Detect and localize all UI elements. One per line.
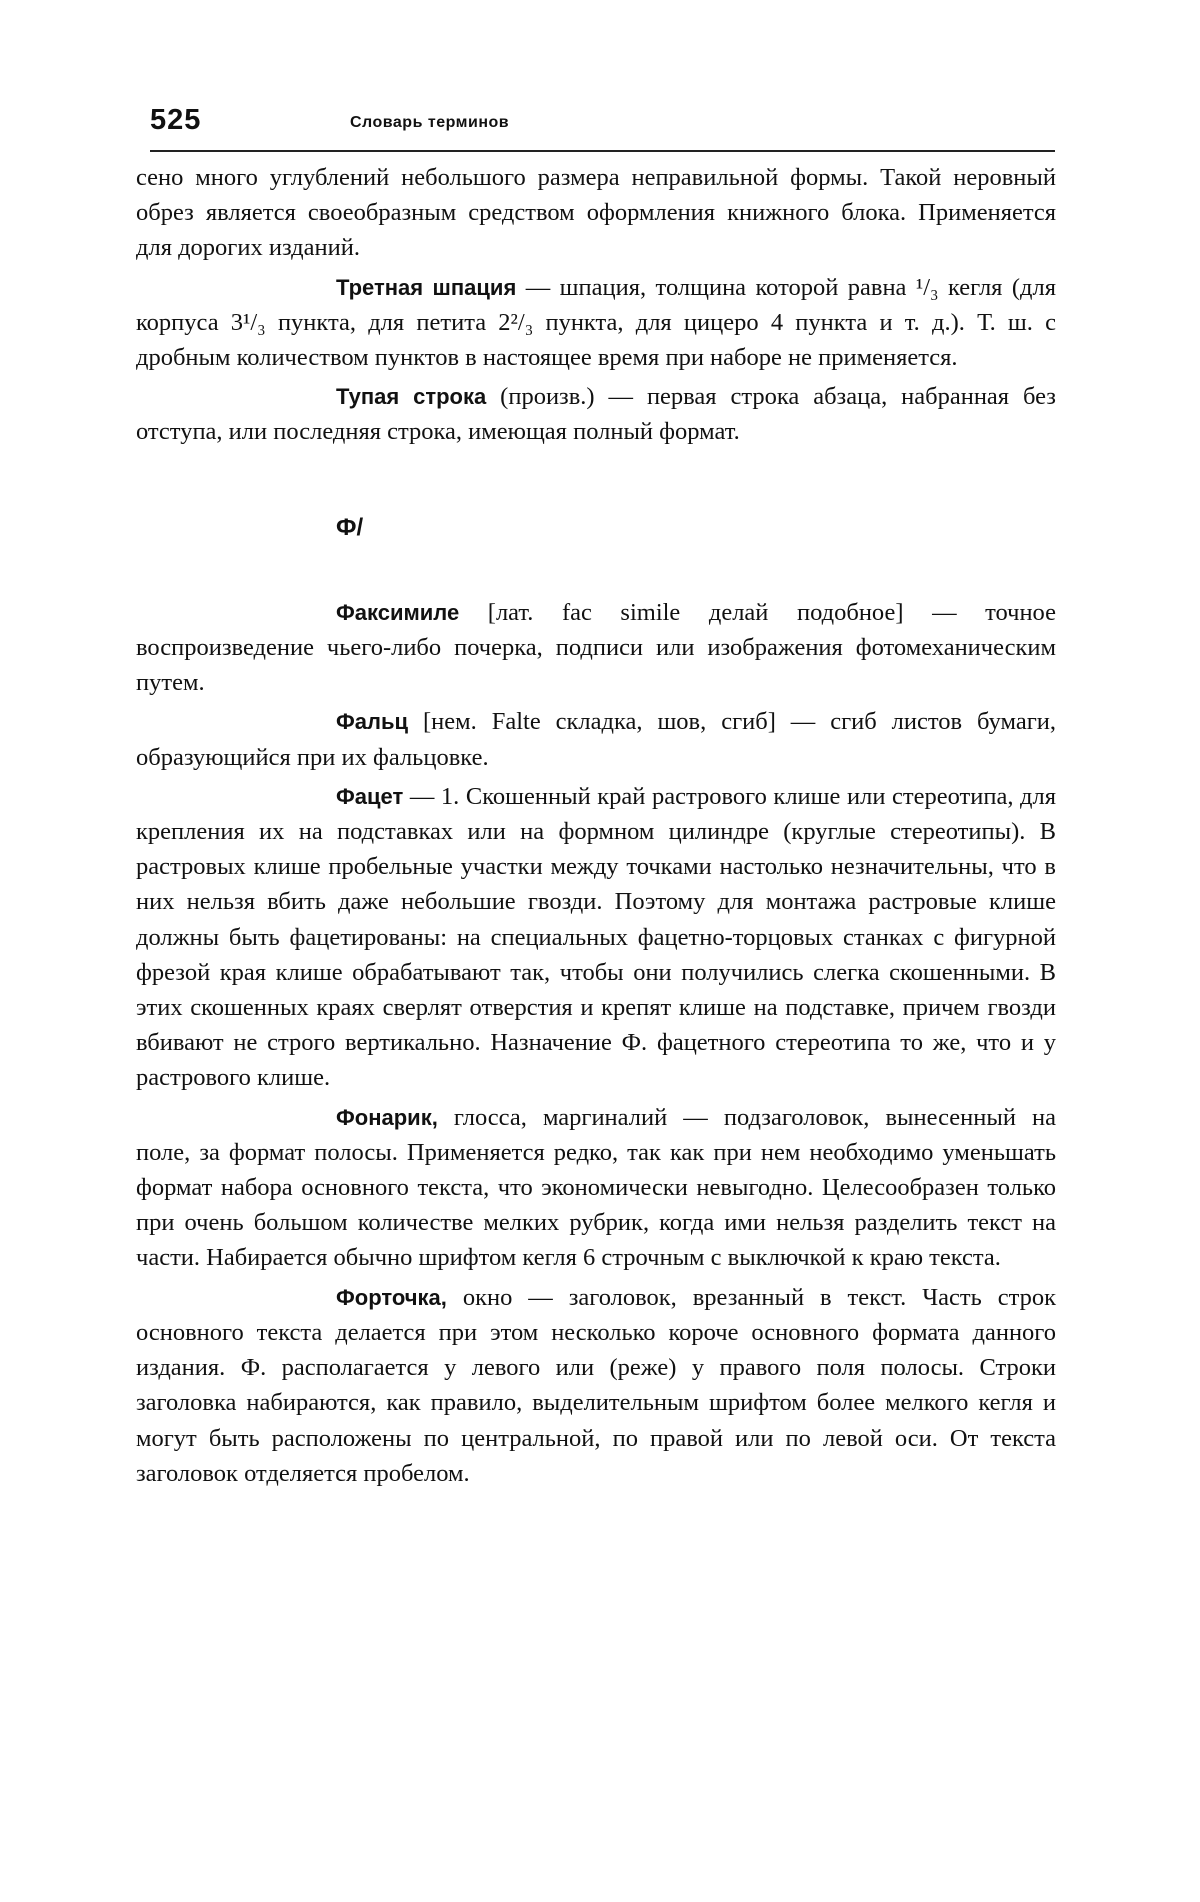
entry-falts bbox=[136, 704, 1056, 774]
entry-fatset bbox=[136, 779, 1056, 1096]
page-body bbox=[136, 160, 1056, 1491]
entry-fortochka bbox=[136, 1280, 1056, 1491]
header-rule bbox=[150, 150, 1055, 152]
entry-tretnaya-shpatsiya bbox=[136, 270, 1056, 376]
entry-term: Тупая строка bbox=[336, 384, 487, 410]
entry-definition: — шпация, толщина которой равна ¹/₃ кегля (для корпуса 3¹/₃ пункта, для петита 2²/₃ пункта, для цицеро 4 пункта и т. д.). Т. ш. с дробным количеством пунктов в настоящее время при наборе не применяется. bbox=[136, 273, 1056, 372]
entry-definition: глосса, маргиналий — подзаголовок, вынесенный на поле, за формат полосы. Применяется редко, так как при нем необходимо уменьшать формат набора основного текста, что экономически невыгодно. Целесообразен только при очень большом количестве мелких рубрик, когда ими нельзя разделить текст на части. Набирается обычно шрифтом кегля 6 строчным с выключкой к краю текста. bbox=[136, 1103, 1056, 1272]
entry-definition: (произв.) — первая строка абзаца, набранная без отступа, или последняя строка, имеющая полный формат. bbox=[136, 383, 1056, 446]
entry-definition: [лат. fac simile делай подобное] — точное воспроизведение чьего-либо почерка, подписи или изображения фотомеханическим путем. bbox=[136, 598, 1056, 697]
entry-term: Фонарик, bbox=[336, 1104, 438, 1130]
section-letter-heading: Ф/ bbox=[336, 513, 364, 541]
page-header bbox=[150, 104, 1055, 150]
entry-term: Факсимиле bbox=[336, 599, 460, 625]
entry-term: Форточка, bbox=[336, 1284, 447, 1310]
running-title: Словарь терминов bbox=[350, 114, 510, 131]
entry-term: Фацет bbox=[336, 783, 404, 809]
entry-definition: окно — заголовок, врезанный в текст. Часть строк основного текста делается при этом несколько короче основного формата данного издания. Ф. располагается у левого или (реже) у правого поля полосы. Строки заголовка набираются, как правило, выделительным шрифтом более мелкого кегля и могут быть расположены по центральной, по правой или по левой оси. От текста заголовок отделяется пробелом. bbox=[136, 1283, 1056, 1487]
page-number: 525 bbox=[150, 104, 202, 136]
continuation-paragraph: сено много углублений небольшого размера неправильной формы. Такой неровный обрез является своеобразным средством оформления книжного блока. Применяется для дорогих изданий. bbox=[136, 164, 1056, 262]
entry-definition: — 1. Скошенный край растрового клише или стереотипа, для крепления их на подставках или на формном цилиндре (круглые стереотипы). В растровых клише пробельные участки между точками настолько незначительны, что в них нельзя вбить даже небольшие гвозди. Поэтому для монтажа растровые клише должны быть фацетированы: на специальных фацетно-торцовых станках с фигурной фрезой края клише обрабатывают так, чтобы они получились слегка скошенными. В этих скошенных краях сверлят отверстия и крепят клише на подставке, причем гвозди вбивают не строго вертикально. Назначение Ф. фацетного стереотипа то же, что и у растрового клише. bbox=[136, 782, 1056, 1092]
entry-fonarik bbox=[136, 1100, 1056, 1276]
entry-term: Третная шпация bbox=[336, 274, 517, 300]
entry-tupaya-stroka bbox=[136, 379, 1056, 449]
entry-definition: [нем. Falte складка, шов, сгиб] — сгиб листов бумаги, образующийся при их фальцовке. bbox=[136, 708, 1056, 771]
entry-term: Фальц bbox=[336, 709, 409, 735]
entry-faksimile bbox=[136, 595, 1056, 701]
